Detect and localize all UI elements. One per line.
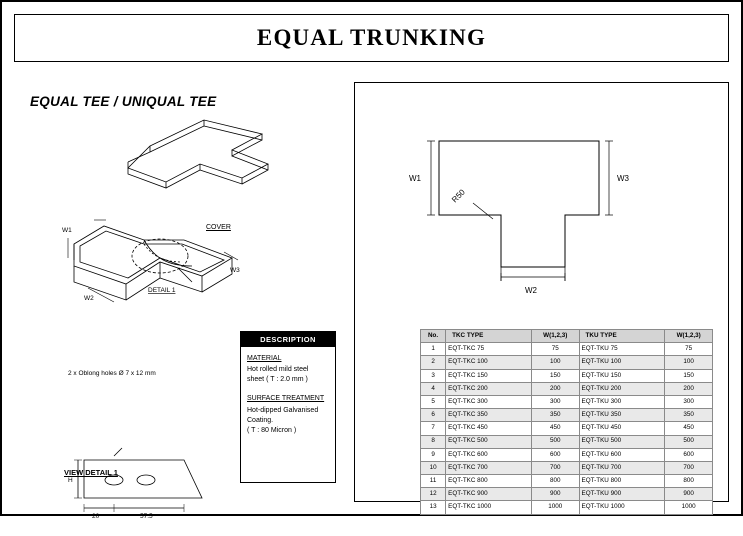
tee-plan-drawing	[389, 95, 689, 305]
cell-tkc-w: 450	[531, 422, 579, 435]
table-row	[421, 475, 713, 488]
cell-tku-type: EQT-TKU 450	[579, 422, 665, 435]
cell-tkc-type: EQT-TKC 350	[446, 409, 532, 422]
dim-w2-label: W2	[84, 295, 94, 302]
cell-tkc-type: EQT-TKC 600	[446, 448, 532, 461]
cell-tku-type: EQT-TKU 1000	[579, 501, 665, 514]
spec-table	[420, 329, 713, 515]
dim-w3-label: W3	[230, 267, 240, 274]
table-body	[421, 343, 713, 514]
cell-tkc-type: EQT-TKC 150	[446, 369, 532, 382]
cell-no: 2	[421, 356, 446, 369]
cell-tku-type: EQT-TKU 150	[579, 369, 665, 382]
section-heading: EQUAL TEE / UNIQUAL TEE	[30, 94, 217, 109]
cell-no: 13	[421, 501, 446, 514]
cell-tkc-type: EQT-TKC 1000	[446, 501, 532, 514]
cell-no: 1	[421, 343, 446, 356]
cell-tkc-type: EQT-TKC 75	[446, 343, 532, 356]
view-detail-1-label: VIEW DETAIL 1	[64, 468, 118, 477]
table-row	[421, 448, 713, 461]
cell-no: 8	[421, 435, 446, 448]
cell-tkc-w: 900	[531, 488, 579, 501]
header-no: No.	[421, 330, 446, 343]
table-row	[421, 488, 713, 501]
cell-no: 4	[421, 382, 446, 395]
surface-text-2: Coating.	[247, 416, 274, 424]
trunking-body-isometric-drawing	[52, 216, 282, 346]
dim-h-label: H	[68, 477, 73, 484]
table-row	[421, 369, 713, 382]
plate-detail-drawing	[62, 446, 242, 536]
diagram-radius-label: R50	[450, 187, 467, 205]
cell-tku-w: 1000	[665, 501, 713, 514]
header-tkc-type: TKC TYPE	[446, 330, 532, 343]
cell-tku-w: 900	[665, 488, 713, 501]
header-tkc-w: W(1,2,3)	[531, 330, 579, 343]
detail-1-label: DETAIL 1	[148, 287, 176, 294]
cell-tkc-w: 150	[531, 369, 579, 382]
table-row	[421, 435, 713, 448]
cell-tku-w: 600	[665, 448, 713, 461]
table-row	[421, 461, 713, 474]
table-row	[421, 356, 713, 369]
diagram-w2-label: W2	[525, 286, 537, 295]
cell-no: 9	[421, 448, 446, 461]
cell-tku-type: EQT-TKU 350	[579, 409, 665, 422]
cell-tku-w: 75	[665, 343, 713, 356]
cell-tku-type: EQT-TKU 900	[579, 488, 665, 501]
cell-tku-type: EQT-TKU 75	[579, 343, 665, 356]
table-row	[421, 395, 713, 408]
cell-tkc-w: 600	[531, 448, 579, 461]
cell-tku-w: 450	[665, 422, 713, 435]
cell-tku-type: EQT-TKU 800	[579, 475, 665, 488]
cell-tku-type: EQT-TKU 700	[579, 461, 665, 474]
cell-tkc-w: 500	[531, 435, 579, 448]
cell-tkc-type: EQT-TKC 500	[446, 435, 532, 448]
surface-title: SURFACE TREATMENT	[247, 395, 325, 403]
header-tku-w: W(1,2,3)	[665, 330, 713, 343]
description-header: DESCRIPTION	[241, 332, 335, 347]
material-text-1: Hot rolled mild steel	[247, 366, 309, 374]
cell-tku-type: EQT-TKU 600	[579, 448, 665, 461]
surface-text-1: Hot-dipped Galvanised	[247, 406, 319, 414]
cover-label: COVER	[206, 224, 231, 231]
cell-tkc-type: EQT-TKC 100	[446, 356, 532, 369]
cell-tku-type: EQT-TKU 200	[579, 382, 665, 395]
table-header-row	[421, 330, 713, 343]
cell-tku-w: 700	[665, 461, 713, 474]
cell-tkc-w: 1000	[531, 501, 579, 514]
cell-no: 6	[421, 409, 446, 422]
header-tku-type: TKU TYPE	[579, 330, 665, 343]
spec-table-wrap	[420, 329, 713, 515]
table-row	[421, 501, 713, 514]
cell-no: 5	[421, 395, 446, 408]
table-row	[421, 409, 713, 422]
dim-57-5-label: 57.5	[140, 513, 153, 520]
cell-tkc-w: 300	[531, 395, 579, 408]
cell-tku-type: EQT-TKU 100	[579, 356, 665, 369]
material-title: MATERIAL	[247, 355, 282, 362]
dim-w1-label: W1	[62, 227, 72, 234]
cell-tkc-type: EQT-TKC 900	[446, 488, 532, 501]
cell-tku-w: 100	[665, 356, 713, 369]
dim-20-label: 20	[92, 513, 100, 520]
document-title-box	[14, 14, 729, 62]
cell-no: 7	[421, 422, 446, 435]
hole-note: 2 x Oblong holes Ø 7 x 12 mm	[68, 370, 156, 377]
cell-tkc-w: 800	[531, 475, 579, 488]
cell-no: 11	[421, 475, 446, 488]
cell-tkc-w: 75	[531, 343, 579, 356]
cell-no: 3	[421, 369, 446, 382]
surface-text-3: ( T : 80 Micron )	[247, 426, 297, 434]
cell-tkc-w: 100	[531, 356, 579, 369]
cell-tkc-w: 350	[531, 409, 579, 422]
cell-tku-w: 150	[665, 369, 713, 382]
description-box	[240, 331, 336, 483]
description-body	[241, 347, 335, 443]
cell-tkc-type: EQT-TKC 450	[446, 422, 532, 435]
cell-tkc-type: EQT-TKC 700	[446, 461, 532, 474]
cell-tkc-type: EQT-TKC 800	[446, 475, 532, 488]
cell-tkc-type: EQT-TKC 300	[446, 395, 532, 408]
table-row	[421, 382, 713, 395]
cell-tkc-type: EQT-TKC 200	[446, 382, 532, 395]
cell-tku-w: 500	[665, 435, 713, 448]
table-row	[421, 343, 713, 356]
cell-tku-w: 200	[665, 382, 713, 395]
diagram-w1-label: W1	[409, 174, 421, 183]
cell-no: 12	[421, 488, 446, 501]
cell-tku-w: 800	[665, 475, 713, 488]
table-row	[421, 422, 713, 435]
cell-tkc-w: 700	[531, 461, 579, 474]
cell-tku-w: 350	[665, 409, 713, 422]
cover-isometric-drawing	[92, 112, 342, 232]
page-title: EQUAL TRUNKING	[256, 25, 487, 50]
cell-no: 10	[421, 461, 446, 474]
cell-tku-type: EQT-TKU 500	[579, 435, 665, 448]
cell-tku-w: 300	[665, 395, 713, 408]
diagram-w3-label: W3	[617, 174, 629, 183]
cell-tkc-w: 200	[531, 382, 579, 395]
cell-tku-type: EQT-TKU 300	[579, 395, 665, 408]
material-text-2: sheet ( T : 2.0 mm )	[247, 376, 308, 384]
